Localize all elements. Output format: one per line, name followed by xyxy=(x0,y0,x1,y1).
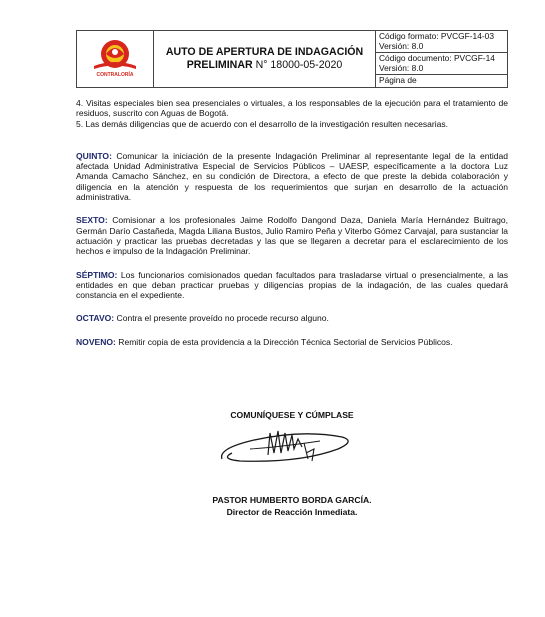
signature-image xyxy=(210,419,360,471)
title-line-2-number: N° 18000-05-2020 xyxy=(252,59,343,71)
section-label: OCTAVO: xyxy=(76,313,115,324)
signer-name: PASTOR HUMBERTO BORDA GARCÍA. xyxy=(212,495,372,505)
codigo-documento: Código documento: PVCGF-14 xyxy=(379,53,495,64)
logo-text: CONTRALORÍA xyxy=(96,72,134,78)
section-sexto xyxy=(76,215,508,256)
list-item: 4. Visitas especiales bien sea presenciales o virtuales, a los responsables de la ejecución para el tratamiento de residuos, suscrito con Aguas de Bogotá. xyxy=(76,98,508,119)
list-item: 5. Las demás diligencias que de acuerdo con el desarrollo de la investigación resulten necesarias. xyxy=(76,118,449,129)
document-title xyxy=(154,31,376,87)
document-body xyxy=(76,98,508,347)
title-line-2-bold: PRELIMINAR xyxy=(186,59,253,71)
document-header xyxy=(76,30,508,88)
section-text: Contra el presente proveído no procede recurso alguno. xyxy=(114,313,329,324)
section-quinto xyxy=(76,151,508,202)
comuniquese-cumplase: COMUNÍQUESE Y CÚMPLASE xyxy=(230,410,354,420)
version-documento: Versión: 8.0 xyxy=(379,62,424,73)
version-formato: Versión: 8.0 xyxy=(379,40,424,51)
signer-role: Director de Reacción Inmediata. xyxy=(226,507,358,517)
title-line-1: AUTO DE APERTURA DE INDAGACIÓN xyxy=(165,46,364,58)
section-noveno xyxy=(76,337,508,347)
section-label: SEXTO: xyxy=(76,215,108,226)
section-label: QUINTO: xyxy=(76,150,112,161)
section-text: Remitir copia de esta providencia a la Dirección Técnica Sectorial de Servicios Públicos. xyxy=(115,336,453,347)
section-octavo xyxy=(76,313,508,323)
codigo-formato: Código formato: PVCGF-14-03 xyxy=(379,31,494,41)
document-meta xyxy=(376,31,507,87)
contraloria-logo-icon xyxy=(88,36,142,82)
pagina: Página de xyxy=(379,75,417,86)
section-label: SÉPTIMO: xyxy=(76,269,118,280)
logo-cell xyxy=(77,31,154,87)
section-text: Los funcionarios comisionados quedan facultados para trasladarse virtual o presencialmente, a las entidades en que deban practicar pruebas y diligencias propias de la indagación, de las cuales quedará constancia en el expediente. xyxy=(76,269,508,301)
section-septimo xyxy=(76,270,508,301)
section-text: Comunicar la iniciación de la presente Indagación Preliminar al representante legal de la entidad afectada Unidad Administrativa Especial de Servicios Públicos – UAESP, específicamente a la doctora Luz Amanda Camacho Sánchez, en su condición de Directora, a efecto de que preste la debida colaboración y diligencia en la atención y respuesta de los requerimientos que surjan en desarrollo de la actuación administrativa. xyxy=(76,150,508,203)
section-text: Comisionar a los profesionales Jaime Rodolfo Dangond Daza, Daniela María Hernández Buitrago, Germán Darío Castañeda, Magda Liliana Bustos, Julio Ramiro Peña y Viterbo Gómez Carvajal, para sustanciar la actuación y practicar las pruebas decretadas y las que se llegaren a decretar para el esclarecimiento de los hechos e impulso de la Indagación Preliminar. xyxy=(76,215,508,257)
section-label: NOVENO: xyxy=(76,336,116,347)
